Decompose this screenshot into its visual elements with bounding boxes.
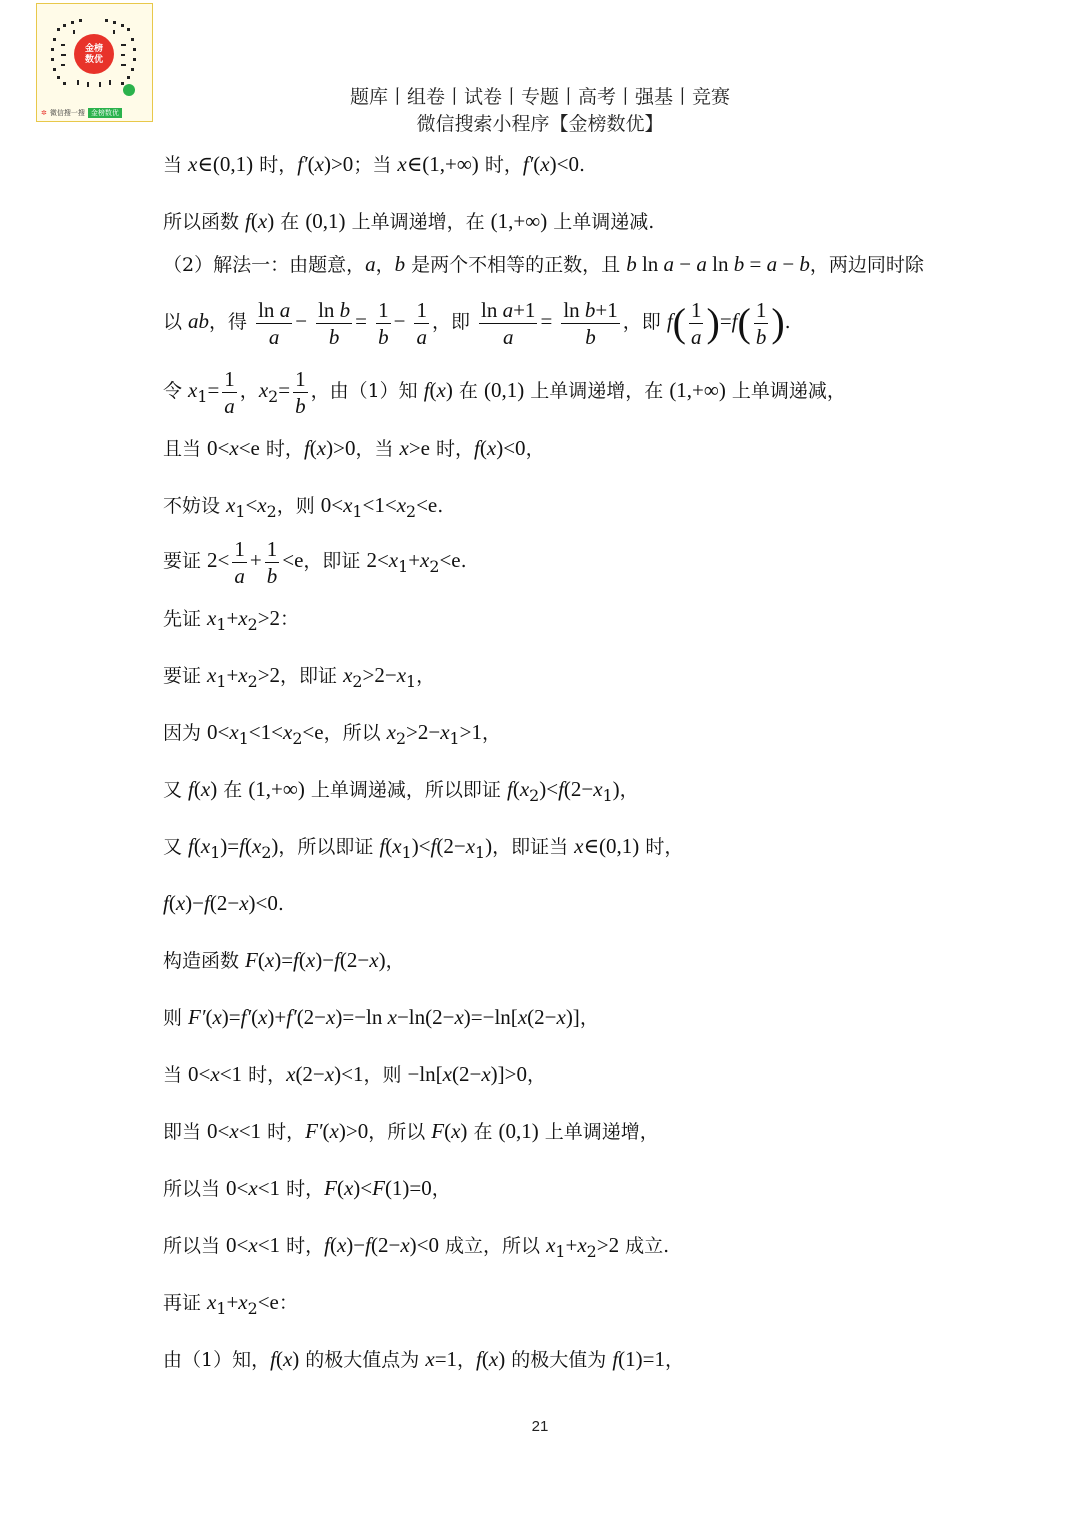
text-line-2: （2）解法一：由题意，a，b 是两个不相等的正数，且 b ln a − a ln b = a − b，两边同时除 (163, 252, 924, 276)
text-line-12: 又 $f(x_1)=f(x_2)$，所以即证 $f(x_1)<f(2-x_1)$，即证当 x∈(0,1) 时， (163, 834, 684, 862)
text-line-1: 所以函数 f(x) 在 (0,1) 上单调递增，在 (1,+∞) 上单调递减. (163, 209, 655, 233)
text-line-21: 由（1）知，f(x) 的极大值点为 x=1，f(x) 的极大值为 f(1)=1， (163, 1347, 685, 1371)
text-line-5: 且当 0<x<e 时，f(x)>0，当 x>e 时，f(x)<0， (163, 436, 545, 460)
text-line-10: 因为 $0<x_1<1<x_2<e$，所以 $x_2>2-x_1>1$， (163, 720, 501, 748)
text-line-15: 则 F′(x)=f′(x)+f′(2−x)=−ln x−ln(2−x)=−ln[x(2−x)]， (163, 1005, 599, 1029)
text-line-7: 要证 2< $\frac{1}{a}$ + $\frac{1}{b}$ <e，即证 $2<x_1+x_2<e$. (163, 536, 467, 588)
svg-text:数优: 数优 (84, 55, 104, 65)
text-line-9: 要证 $x_1+x_2>2$，即证 $x_2>2-x_1$， (163, 663, 436, 691)
qr-bottom-text: 微信搜一搜 (49, 109, 85, 117)
qr-search-bar: 金榜数优 (88, 108, 122, 118)
text-line-4: 令 $x_1=$ $\frac{1}{a}$ ，$x_2=$ $\frac{1}{b}$ ，由（1）知 f(x) 在 (0,1) 上单调递增，在 (1,+∞) 上单调递减， (163, 366, 846, 418)
text-line-19: 所以当 0<x<1 时，f(x)−f(2−x)<0 成立，所以 $x_1+x_2>2$ 成立. (163, 1233, 670, 1261)
text-line-17: 即当 0<x<1 时，F′(x)>0，所以 F(x) 在 (0,1) 上单调递增， (163, 1119, 659, 1143)
page-number: 21 (531, 1418, 549, 1435)
text-line-14: 构造函数 F(x)=f(x)−f(2−x)， (163, 948, 405, 972)
text-line-0: 当 x∈(0,1) 时，f′(x)>0；当 x∈(1,+∞) 时，f′(x)<0. (163, 152, 585, 176)
text-line-13: f(x)−f(2−x)<0. (163, 891, 284, 915)
text-line-16: 当 0<x<1 时，x(2−x)<1，则 −ln[x(2−x)]>0， (163, 1062, 547, 1086)
wechat-search-icon: ✲ (41, 109, 47, 117)
text-line-3: 以 ab，得 $\frac{\text{ln a}}{a}$ − $\frac{\text{ln b}}{b}$ = $\frac{1}{b}$ − $\frac{1}{a}$ ，即 $\frac{\text{ln a+1}}{a}$ = $\frac{\text{ln b+1}}{b}$ ，即 f( $\frac{1}{a}$ )=f( $\frac{1}{b}$ ). (163, 297, 791, 349)
svg-text:金榜: 金榜 (84, 44, 104, 54)
text-line-20: 再证 $x_1+x_2<e$： (163, 1290, 298, 1318)
text-line-6: 不妨设 $x_1<x_2$，则 $0<x_1<1<x_2<e$. (163, 493, 444, 521)
header-nav: 题库丨组卷丨试卷丨专题丨高考丨强基丨竞赛 (349, 86, 730, 108)
text-line-18: 所以当 0<x<1 时，F(x)<F(1)=0， (163, 1176, 451, 1200)
text-line-11: 又 f(x) 在 (1,+∞) 上单调递减，所以即证 $f(x_2)<f(2-x_1)$， (163, 777, 639, 805)
header-subtitle: 微信搜索小程序【金榜数优】 (416, 113, 664, 135)
text-line-8: 先证 $x_1+x_2>2$： (163, 606, 300, 634)
